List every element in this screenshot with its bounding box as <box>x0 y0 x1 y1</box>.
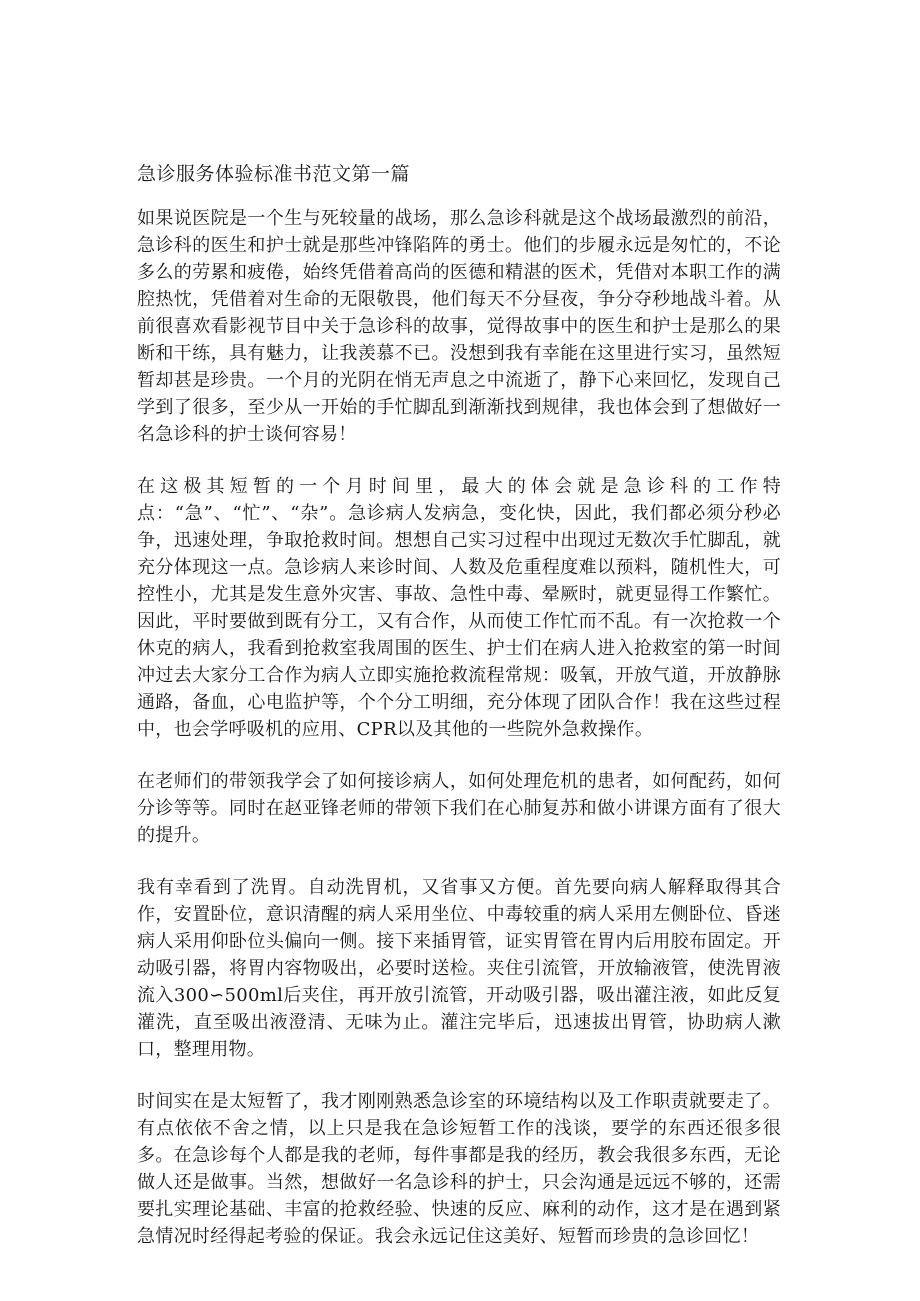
paragraph-5: 时间实在是太短暂了，我才刚刚熟悉急诊室的环境结构以及工作职责就要走了。有点依依不舍之情，以上只是我在急诊短暂工作的浅谈，要学的东西还很多很多。在急诊每个人都是我的老师，每件事都是我的经历，教会我很多东西，无论做人还是做事。当然，想做好一名急诊科的护士，只会沟通是远远不够的，还需要扎实理论基础、丰富的抢救经验、快速的反应、麻利的动作，这才是在遇到紧急情况时经得起考验的保证。我会永远记住这美好、短暂而珍贵的急诊回忆！ <box>137 1091 781 1247</box>
paragraph-4: 我有幸看到了洗胃。自动洗胃机，又省事又方便。首先要向病人解释取得其合作，安置卧位，意识清醒的病人采用坐位、中毒较重的病人采用左侧卧位、昏迷病人采用仰卧位头偏向一侧。接下来插胃管，证实胃管在胃内后用胶布固定。开动吸引器，将胃内容物吸出，必要时送检。夹住引流管，开放输液管，使洗胃液流入300∽500ml后夹住，再开放引流管，开动吸引器，吸出灌注液，如此反复灌洗，直至吸出液澄清、无味为止。灌注完毕后，迅速拔出胃管，协助病人漱口，整理用物。 <box>137 877 781 1060</box>
document-title: 急诊服务体验标准书范文第一篇 <box>137 163 411 185</box>
paragraph-3: 在老师们的带领我学会了如何接诊病人，如何处理危机的患者，如何配药，如何分诊等等。同时在赵亚锋老师的带领下我们在心肺复苏和做小讲课方面有了很大的提升。 <box>137 771 781 846</box>
document-body <box>137 205 781 1275</box>
paragraph-1: 如果说医院是一个生与死较量的战场，那么急诊科就是这个战场最激烈的前沿，急诊科的医生和护士就是那些冲锋陷阵的勇士。他们的步履永远是匆忙的，不论多么的劳累和疲倦，始终凭借着高尚的医德和精湛的医术，凭借对本职工作的满腔热忱，凭借着对生命的无限敬畏，他们每天不分昼夜，争分夺秒地战斗着。从前很喜欢看影视节目中关于急诊科的故事，觉得故事中的医生和护士是那么的果断和干练，具有魅力，让我羡慕不已。没想到我有幸能在这里进行实习，虽然短暂却甚是珍贵。一个月的光阴在悄无声息之中流逝了，静下心来回忆，发现自己学到了很多，至少从一开始的手忙脚乱到渐渐找到规律，我也体会到了想做好一名急诊科的护士谈何容易！ <box>137 208 781 445</box>
paragraph-2: 在这极其短暂的一个月时间里，最大的体会就是急诊科的工作特点：“急”、“忙”、“杂”。急诊病人发病急，变化快，因此，我们都必须分秒必争，迅速处理，争取抢救时间。想想自己实习过程中出现过无数次手忙脚乱，就充分体现这一点。急诊病人来诊时间、人数及危重程度难以预料，随机性大，可控性小，尤其是发生意外灾害、事故、急性中毒、晕厥时，就更显得工作繁忙。因此，平时要做到既有分工，又有合作，从而使工作忙而不乱。有一次抢救一个休克的病人，我看到抢救室我周围的医生、护士们在病人进入抢救室的第一时间冲过去大家分工合作为病人立即实施抢救流程常规：吸氧，开放气道，开放静脉通路，备血，心电监护等，个个分工明细，充分体现了团队合作！我在这些过程中，也会学呼吸机的应用、CPR以及其他的一些院外急救操作。 <box>137 476 781 740</box>
